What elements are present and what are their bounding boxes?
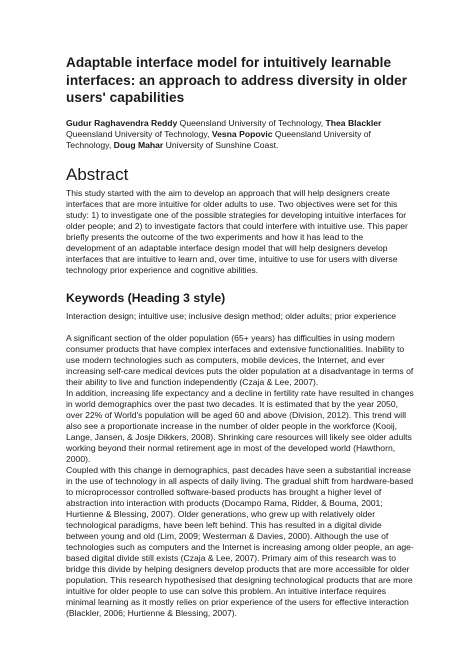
author-name: Thea Blackler bbox=[325, 117, 382, 128]
paper-title: Adaptable interface model for intuitively learnable interfaces: an approach to address diversity in older users' capabilities bbox=[66, 55, 408, 105]
keywords-text: Interaction design; intuitive use; inclusive design method; older adults; prior experience bbox=[66, 310, 397, 321]
author-name: Vesna Popovic bbox=[211, 128, 273, 139]
author-name: Gudur Raghavendra Reddy bbox=[66, 117, 178, 128]
abstract-text: This study started with the aim to develop an approach that will help designers create interfaces that are more intuitive for older adults to use. Two objectives were set for this study: 1) to investigate one of the possible strategies for developing intuitive interfaces for older people; and 2) to investigate factors that could interfere with intuitive use. This paper briefly presents the outcome of the two experiments and how it has lead to the development of an adaptable interface design model that will help designers develop interfaces that are intuitive to learn and, over time, intuitive to use for users with diverse technology prior experience and cognitive abilities. bbox=[66, 187, 408, 275]
author-affiliation: Queensland University of Technology, bbox=[66, 128, 212, 139]
body-paragraph: Coupled with this change in demographics, past decades have seen a substantial increase in the use of technology in all aspects of daily living. The gradual shift from hardware-based to microprocessor controlled software-based products has brought a higher level of abstraction into interaction with products (Docampo Rama, Ridder, & Bouma, 2001; Hurtienne & Blessing, 2007). Older generations, who grew up with relatively older technological paradigms, have been left behind. This has resulted in a digital divide between young and old (Lim, 2009; Westerman & Davies, 2000). Although the use of technologies such as computers and the Internet is increasing among older people, an age-based digital divide still exists (Czaja & Lee, 2007). Primary aim of this research was to bridge this divide by helping designers develop products that are more accessible for older population. This research hypothesised that designing technological products that are more intuitive for older people to use can solve this problem. An intuitive interface requires minimal learning as it mostly relies on prior experience of the users for effective interaction (Blackler, 2006; Hurtienne & Blessing, 2007). bbox=[66, 464, 414, 618]
author-affiliation: University of Sunshine Coast. bbox=[163, 139, 279, 150]
author-name: Doug Mahar bbox=[113, 139, 164, 150]
author-list bbox=[66, 118, 414, 151]
abstract-heading: Abstract bbox=[66, 164, 129, 184]
body-paragraph: In addition, increasing life expectancy and a decline in fertility rate have resulted in changes in world demographics over the past two decades. It is estimated that by the year 2050, over 22% of World's population will be aged 60 and above (Division, 2012). This trend will also see a proportionate increase in the number of older people in the workforce (Kooij, Lange, Jansen, & Josje Dikkers, 2008). Shrinking care resources will likely see older adults working beyond their normal retirement age in most of the developed world (Hawthorn, 2000). bbox=[66, 387, 414, 464]
keywords-heading: Keywords (Heading 3 style) bbox=[66, 290, 226, 305]
body-paragraph: A significant section of the older population (65+ years) has difficulties in using modern consumer products that have complex interfaces and extensive functionalities. Inability to use modern technologies such as computers, mobile devices, the Internet, and ever increasing self-care medical devices puts the older population at a disadvantage in terms of their ability to live and function independently (Czaja & Lee, 2007). bbox=[66, 332, 414, 387]
author-affiliation: Queensland University of Technology, bbox=[66, 128, 371, 150]
author-affiliation: Queensland University of Technology, bbox=[177, 117, 326, 128]
